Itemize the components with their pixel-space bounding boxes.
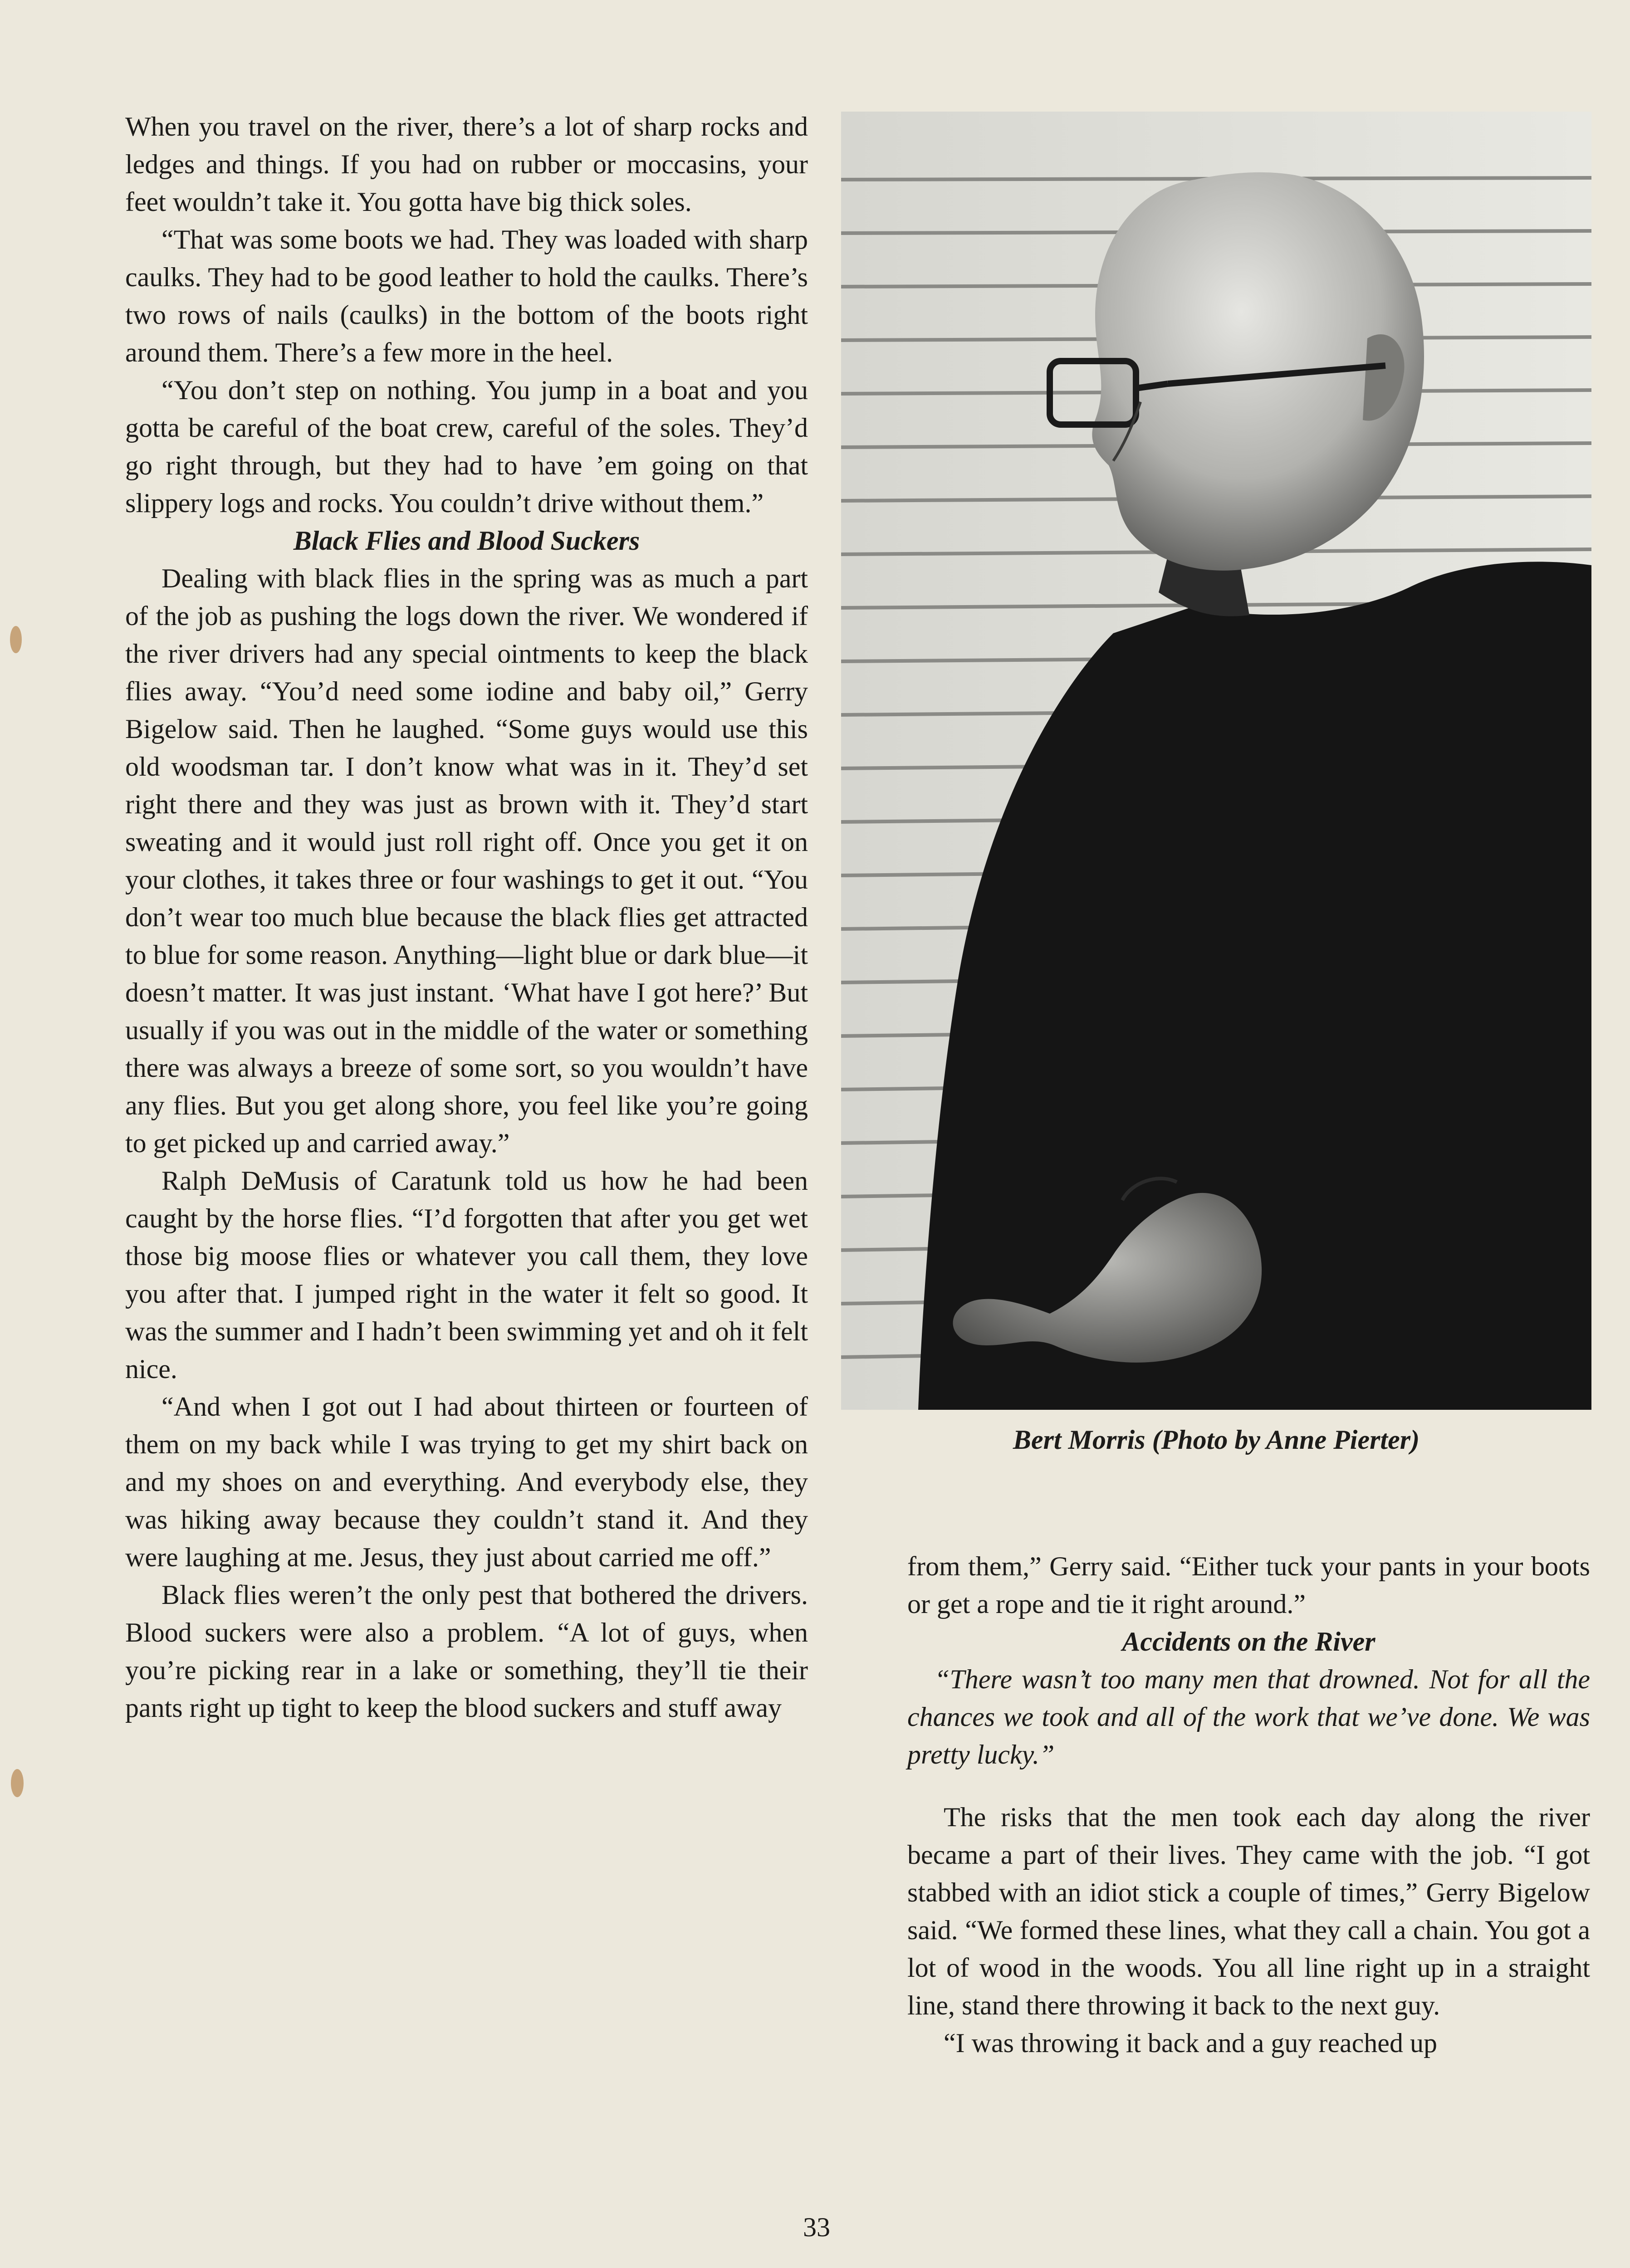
body-paragraph: “That was some boots we had. They was loaded with sharp caulks. They had to be good leather to hold the caulks. There’s two rows of nails (caulks) in the bottom of the boots right around them. There’s a few more in the heel.: [125, 225, 808, 367]
continuation-paragraph: from them,” Gerry said. “Either tuck your pants in your boots or get a rope and tie it right around.”: [907, 1551, 1590, 1619]
page-stain-mark: [10, 626, 22, 653]
page-number: 33: [803, 2212, 830, 2242]
portrait-photo: [841, 112, 1591, 1410]
body-paragraph: Ralph DeMusis of Caratunk told us how he had been caught by the horse flies. “I’d forgotten that after you get wet those big moose flies or whatever you call them, they love you after that. I jumped right in the water it felt so good. It was the summer and I hadn’t been swimming yet and oh it felt nice.: [125, 1166, 808, 1384]
body-paragraph: When you travel on the river, there’s a lot of sharp rocks and ledges and things. If you had on rubber or moccasins, your feet wouldn’t take it. You gotta have big thick soles.: [125, 112, 808, 217]
left-text-column: [125, 108, 808, 1727]
body-paragraph: Black flies weren’t the only pest that bothered the drivers. Blood suckers were also a problem. “A lot of guys, when you’re picking rear in a lake or something, they’ll tie their pants right up tight to keep the blood suckers and stuff away: [125, 1580, 808, 1723]
portrait-illustration: [841, 112, 1591, 1410]
body-paragraph: “I was throwing it back and a guy reached up: [944, 2028, 1437, 2058]
body-paragraph: Dealing with black flies in the spring was as much a part of the job as pushing the logs down the river. We wondered if the river drivers had any special ointments to keep the black flies away. “You’d need some iodine and baby oil,” Gerry Bigelow said. Then he laughed. “Some guys would use this old woodsman tar. I don’t know what was in it. They’d set right there and they was just as brown with it. They’d start sweating and it would just roll right off. Once you get it on your clothes, it takes three or four washings to get it out. “You don’t wear too much blue because the black flies get attracted to blue for some reason. Anything—light blue or dark blue—it doesn’t matter. It was just instant. ‘What have I got here?’ But usually if you was out in the middle of the water or something there was always a breeze of some sort, so you wouldn’t have any flies. But you get along shore, you feel like you’re going to get picked up and carried away.”: [125, 563, 808, 1158]
pull-quote: “There wasn’t too many men that drowned. Not for all the chances we took and all of the work that we’ve done. We was pretty lucky.”: [907, 1664, 1590, 1769]
section-heading: Black Flies and Blood Suckers: [293, 526, 640, 556]
spacer: [907, 1774, 1590, 1799]
body-paragraph: The risks that the men took each day along the river became a part of their lives. They came with the job. “I got stabbed with an idiot stick a couple of times,” Gerry Bigelow said. “We formed these lines, what they call a chain. You got a lot of wood in the woods. You all line right up in a straight line, stand there throwing it back to the next guy.: [907, 1802, 1590, 2020]
section-heading: Accidents on the River: [1122, 1627, 1375, 1657]
right-text-column: [907, 1548, 1590, 2062]
photo-caption: Bert Morris (Photo by Anne Pierter): [1013, 1425, 1420, 1455]
body-paragraph: “And when I got out I had about thirteen or fourteen of them on my back while I was trying to get my shirt back on and my shoes on and everything. And everybody else, they was hiking away because they couldn’t stand it. And they were laughing at me. Jesus, they just about carried me off.”: [125, 1392, 808, 1572]
page-stain-mark: [11, 1769, 24, 1797]
body-paragraph: “You don’t step on nothing. You jump in a boat and you gotta be careful of the boat crew, careful of the soles. They’d go right through, but they had to have ’em going on that slippery logs and rocks. You couldn’t drive without them.”: [125, 375, 808, 518]
